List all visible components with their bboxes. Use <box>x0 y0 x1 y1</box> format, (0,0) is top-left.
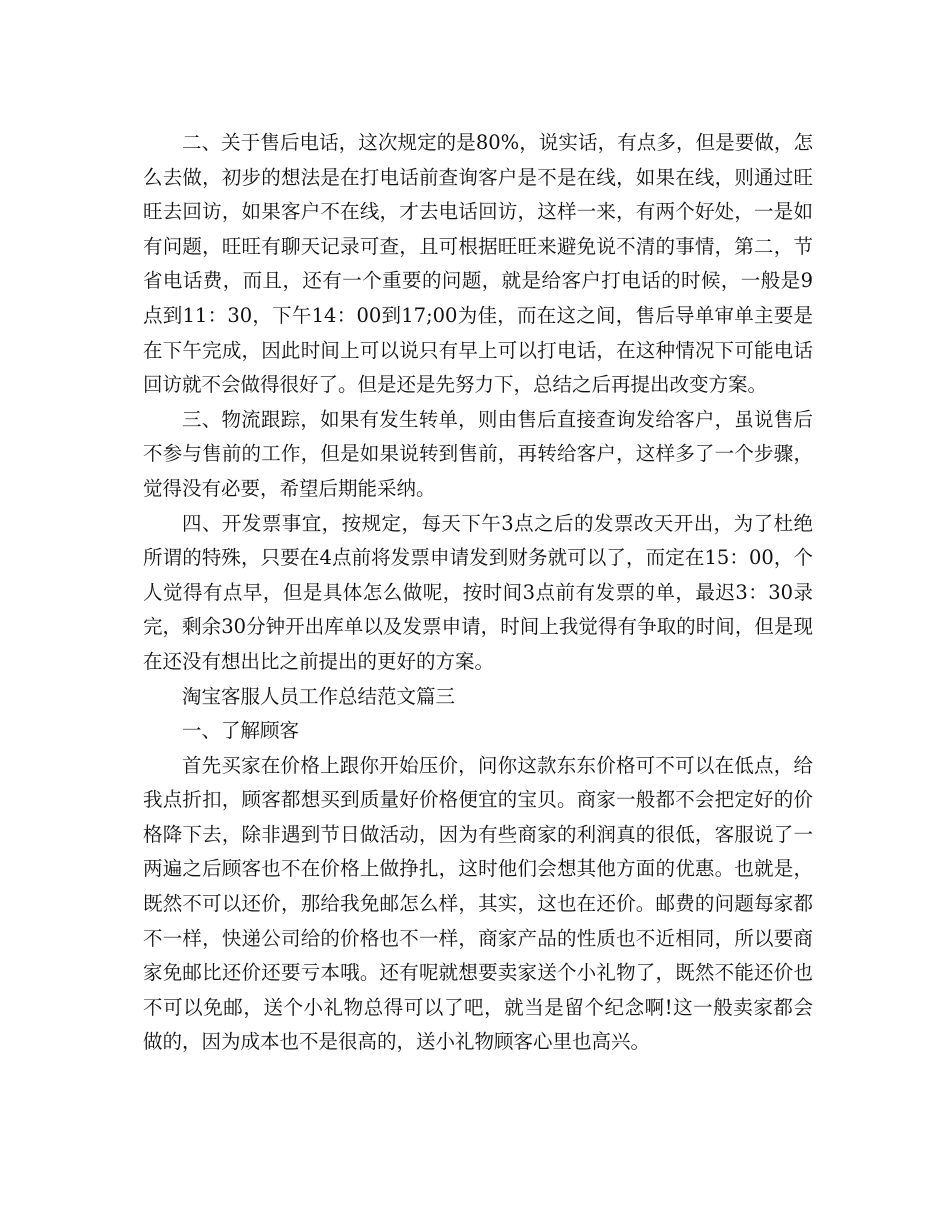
section-title: 淘宝客服人员工作总结范文篇三 <box>182 684 456 708</box>
document-body <box>143 126 813 1060</box>
paragraph-after-sales-calls: 二、关于售后电话，这次规定的是80%，说实话，有点多，但是要做，怎么去做，初步的想法是在打电话前查询客户是不是在线，如果在线，则通过旺旺去回访，如果客户不在线，才去电话回访，这样一来，有两个好处，一是如有问题，旺旺有聊天记录可查，且可根据旺旺来避免说不清的事情，第二，节省电话费，而且，还有一个重要的问题，就是给客户打电话的时候，一般是9点到11：30，下午14：00到17;00为佳，而在这之间，售后导单审单主要是在下午完成，因此时间上可以说只有早上可以打电话，在这种情况下可能电话回访就不会做得很好了。但是还是先努力下，总结之后再提出改变方案。 <box>143 131 813 397</box>
subheading-know-customers: 一、了解顾客 <box>182 719 300 743</box>
paragraph-price-bargaining: 首先买家在价格上跟你开始压价，问你这款东东价格可不可以在低点，给我点折扣，顾客都想买到质量好价格便宜的宝贝。商家一般都不会把定好的价格降下去，除非遇到节日做活动，因为有些商家的利润真的很低，客服说了一两遍之后顾客也不在价格上做挣扎，这时他们会想其他方面的优惠。也就是，既然不可以还价，那给我免邮怎么样，其实，这也在还价。邮费的问题每家都不一样，快递公司给的价格也不一样，商家产品的性质也不近相同，所以要商家免邮比还价还要亏本哦。还有呢就想要卖家送个小礼物了，既然不能还价也不可以免邮，送个小礼物总得可以了吧，就当是留个纪念啊!这一般卖家都会做的，因为成本也不是很高的，送小礼物顾客心里也高兴。 <box>143 753 813 1054</box>
paragraph-invoicing: 四、开发票事宜，按规定，每天下午3点之后的发票改天开出，为了杜绝所谓的特殊，只要在4点前将发票申请发到财务就可以了，而定在15：00，个人觉得有点早，但是具体怎么做呢，按时间3点前有发票的单，最迟3：30录完，剩余30分钟开出库单以及发票申请，时间上我觉得有争取的时间，但是现在还没有想出比之前提出的更好的方案。 <box>143 511 813 673</box>
paragraph-logistics-tracking: 三、物流跟踪，如果有发生转单，则由售后直接查询发给客户，虽说售后不参与售前的工作，但是如果说转到售前，再转给客户，这样多了一个步骤，觉得没有必要，希望后期能采纳。 <box>143 407 813 500</box>
